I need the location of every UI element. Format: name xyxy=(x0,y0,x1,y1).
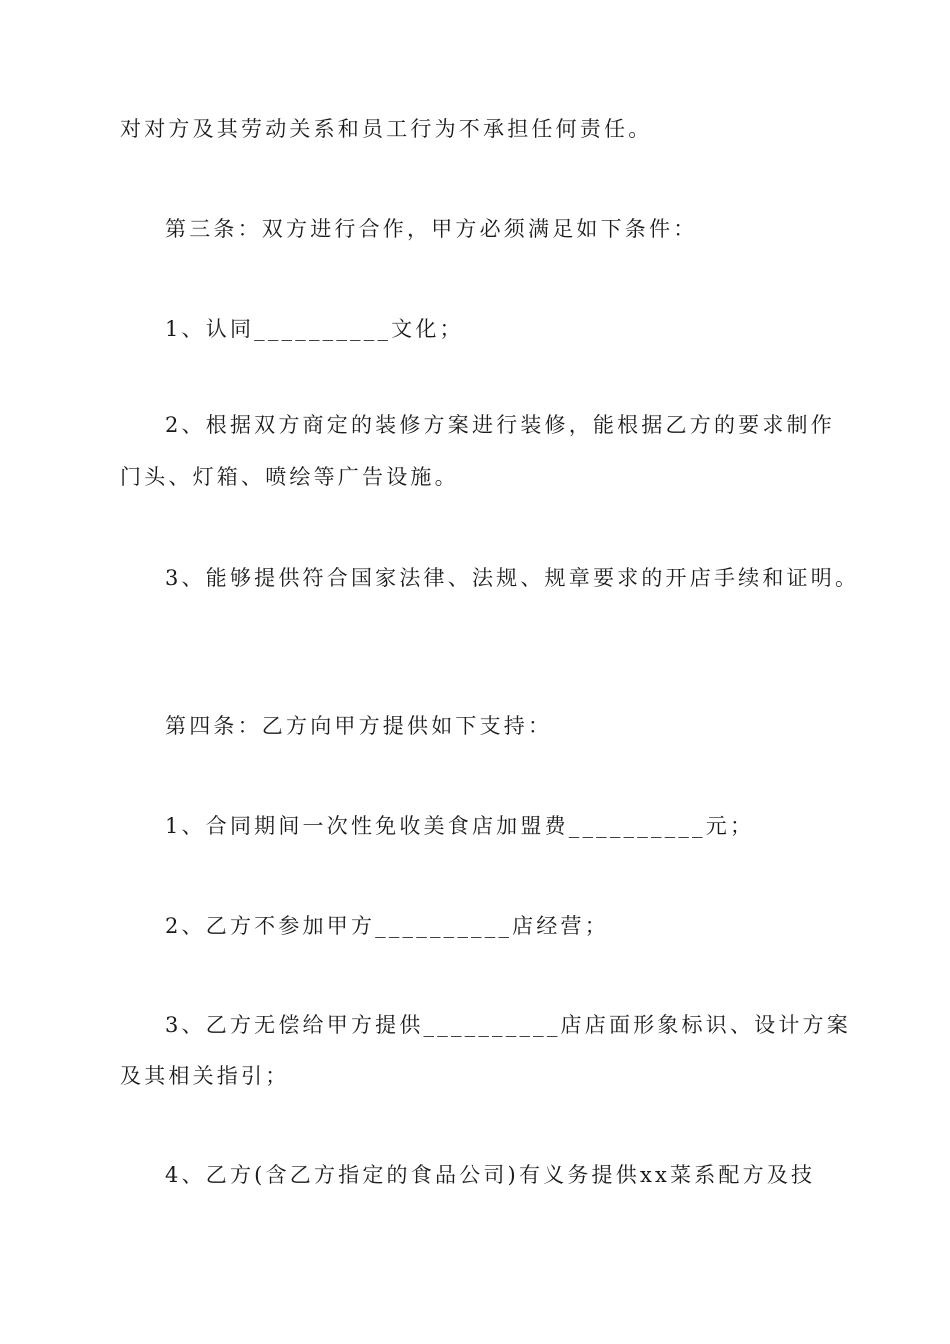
article-4-item-1: 1、合同期间一次性免收美食店加盟费__________元； xyxy=(165,814,755,838)
article-3-item-3: 3、能够提供符合国家法律、法规、规章要求的开店手续和证明。 xyxy=(165,566,860,590)
article-3-heading: 第三条：双方进行合作，甲方必须满足如下条件： xyxy=(165,217,698,241)
article-4-item-4: 4、乙方(含乙方指定的食品公司)有义务提供xx菜系配方及技 xyxy=(165,1163,816,1187)
article-3-item-2-continuation: 门头、灯箱、喷绘等广告设施。 xyxy=(120,465,459,489)
article-4-item-3: 3、乙方无偿给甲方提供__________店店面形象标识、设计方案 xyxy=(165,1013,851,1037)
article-3-item-2: 2、根据双方商定的装修方案进行装修，能根据乙方的要求制作 xyxy=(165,413,835,437)
article-4-item-3-continuation: 及其相关指引； xyxy=(120,1064,290,1088)
article-4-item-2: 2、乙方不参加甲方__________店经营； xyxy=(165,914,609,938)
article-3-item-1: 1、认同__________文化； xyxy=(165,317,464,341)
paragraph-line-continuation: 对对方及其劳动关系和员工行为不承担任何责任。 xyxy=(120,117,653,141)
article-4-heading: 第四条：乙方向甲方提供如下支持： xyxy=(165,714,553,738)
